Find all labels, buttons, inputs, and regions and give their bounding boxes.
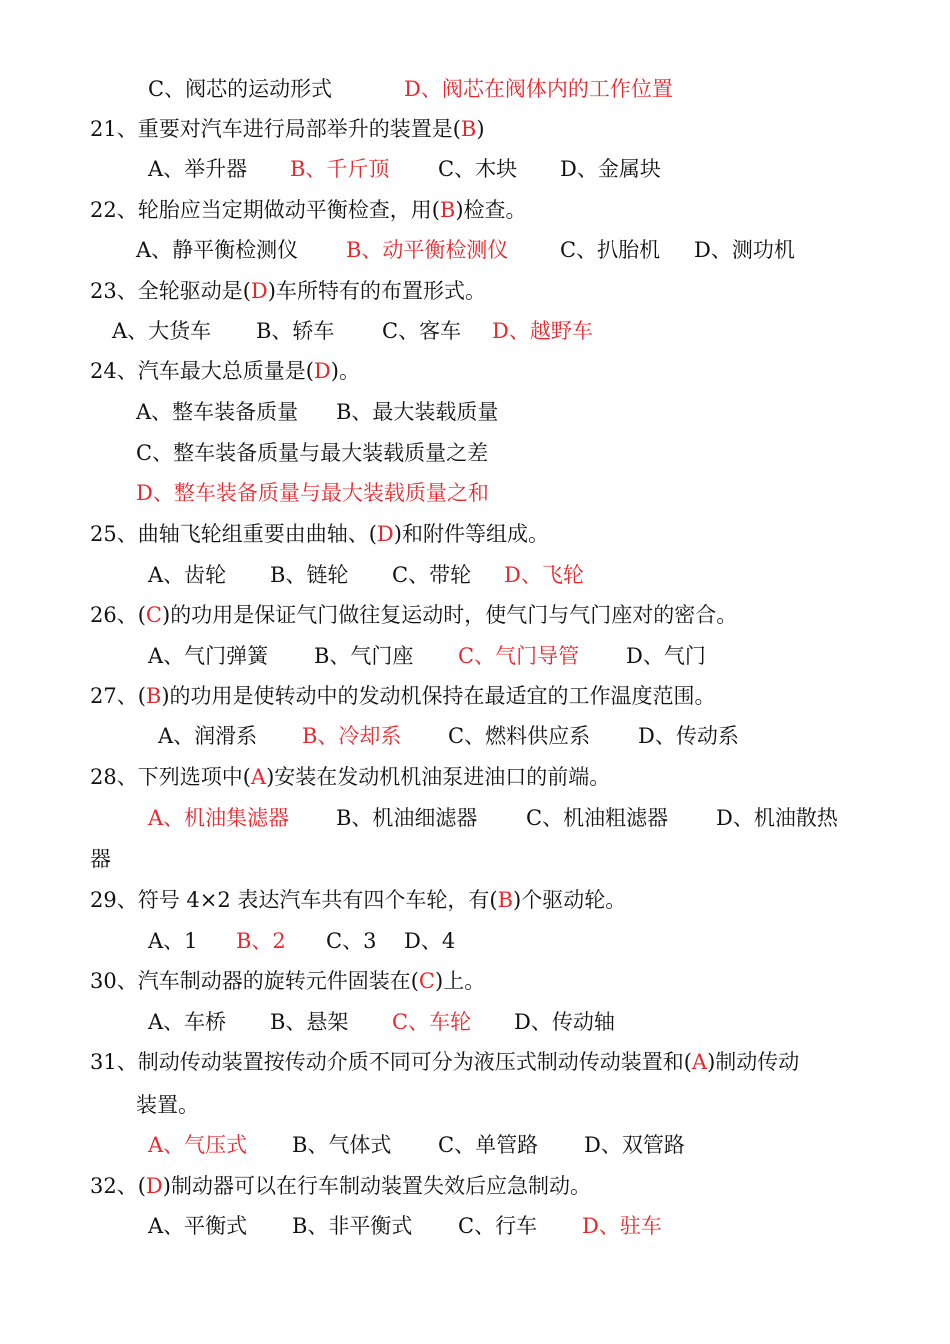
option: A、1	[148, 929, 198, 953]
question-line	[90, 521, 549, 547]
question-text: )上。	[435, 969, 486, 993]
question-text: 30、汽车制动器的旋转元件固装在(	[90, 969, 419, 993]
answer-option: B、动平衡检测仪	[346, 238, 509, 262]
question-line	[90, 197, 527, 223]
answer-option: D、飞轮	[504, 563, 584, 587]
option: C、客车	[382, 319, 462, 343]
answer-letter: D	[250, 279, 268, 303]
question-line	[90, 683, 716, 709]
question-text: 27、(	[90, 684, 146, 708]
option: D、传动系	[638, 724, 739, 748]
question-line	[90, 887, 626, 913]
answer-letter: C	[145, 603, 162, 627]
option: B、气门座	[314, 644, 414, 668]
option-line	[0, 76, 950, 102]
option: A、气门弹簧	[148, 644, 269, 668]
answer-letter: B	[145, 684, 162, 708]
option: C、机油粗滤器	[526, 806, 669, 830]
question-text: )制动器可以在行车制动装置失效后应急制动。	[162, 1174, 591, 1198]
option-line	[0, 1132, 950, 1158]
option: B、非平衡式	[292, 1214, 413, 1238]
option: C、扒胎机	[560, 238, 661, 262]
question-line	[90, 602, 737, 628]
question-text: )和附件等组成。	[393, 522, 549, 546]
answer-option: C、车轮	[392, 1010, 472, 1034]
option: A、润滑系	[158, 724, 258, 748]
question-line	[90, 968, 485, 994]
option: D、金属块	[560, 157, 661, 181]
question-text: )	[476, 117, 485, 141]
question-text: 24、汽车最大总质量是(	[90, 359, 314, 383]
option-line	[0, 562, 950, 588]
answer-option: D、越野车	[492, 319, 593, 343]
answer-letter: D、整车装备质量与最大装载质量之和	[136, 481, 489, 505]
question-text: 29、符号 4×2 表达汽车共有四个车轮，有(	[90, 888, 498, 912]
question-text: 32、(	[90, 1174, 146, 1198]
option: A、大货车	[112, 319, 212, 343]
answer-option: D、阀芯在阀体内的工作位置	[404, 77, 673, 101]
answer-letter: B	[460, 117, 477, 141]
question-line	[136, 440, 488, 466]
option: D、气门	[626, 644, 706, 668]
question-line	[136, 480, 489, 506]
question-text: )个驱动轮。	[513, 888, 627, 912]
question-text: 22、轮胎应当定期做动平衡检查，用(	[90, 198, 440, 222]
option-line	[0, 156, 950, 182]
answer-option: B、冷却系	[302, 724, 402, 748]
question-line	[90, 846, 111, 872]
question-text: C、整车装备质量与最大装载质量之差	[136, 441, 489, 465]
question-text: 28、下列选项中(	[90, 765, 251, 789]
question-text: 25、曲轴飞轮组重要由曲轴、(	[90, 522, 377, 546]
option: B、轿车	[256, 319, 335, 343]
question-line	[90, 358, 360, 384]
answer-letter: A	[250, 765, 267, 789]
question-text: )制动传动	[707, 1050, 800, 1074]
question-text: )。	[330, 359, 360, 383]
option: C、木块	[438, 157, 518, 181]
option: D、传动轴	[514, 1010, 615, 1034]
option-line	[0, 1213, 950, 1239]
question-text: 装置。	[136, 1093, 199, 1117]
option: C、行车	[458, 1214, 538, 1238]
answer-option: D、驻车	[582, 1214, 662, 1238]
answer-option: B、千斤顶	[290, 157, 390, 181]
answer-option: B、2	[236, 929, 286, 953]
option: C、燃料供应系	[448, 724, 591, 748]
option-line	[0, 723, 950, 749]
question-text: )的功用是保证气门做往复运动时，使气门与气门座对的密合。	[162, 603, 738, 627]
option: A、齿轮	[148, 563, 227, 587]
question-text: )安装在发动机机油泵进油口的前端。	[266, 765, 611, 789]
option: D、机油散热	[716, 806, 838, 830]
question-line	[90, 764, 610, 790]
question-text: )车所特有的布置形式。	[267, 279, 486, 303]
option: B、悬架	[270, 1010, 349, 1034]
answer-letter: B	[439, 198, 456, 222]
question-text: 21、重要对汽车进行局部举升的装置是(	[90, 117, 461, 141]
answer-letter: B	[497, 888, 514, 912]
option: A、举升器	[148, 157, 248, 181]
answer-letter: D	[376, 522, 394, 546]
question-text: 26、(	[90, 603, 146, 627]
answer-letter: D	[313, 359, 331, 383]
question-line	[90, 278, 486, 304]
question-text: )检查。	[455, 198, 527, 222]
option: D、测功机	[694, 238, 795, 262]
option: C、阀芯的运动形式	[148, 77, 333, 101]
answer-letter: C	[418, 969, 435, 993]
option: B、最大装载质量	[336, 400, 499, 424]
option: A、整车装备质量	[136, 400, 299, 424]
option-line	[0, 318, 950, 344]
option-line	[0, 643, 950, 669]
option-line	[0, 805, 950, 831]
question-line	[90, 1049, 799, 1075]
option: D、4	[404, 929, 456, 953]
option: C、单管路	[438, 1133, 539, 1157]
answer-option: A、气压式	[148, 1133, 248, 1157]
option: C、带轮	[392, 563, 472, 587]
option: A、平衡式	[148, 1214, 248, 1238]
option-line	[0, 399, 950, 425]
question-line	[90, 1173, 591, 1199]
option-line	[0, 928, 950, 954]
question-text: 器	[90, 847, 111, 871]
answer-option: A、机油集滤器	[148, 806, 290, 830]
question-line	[136, 1092, 199, 1118]
option-line	[0, 1009, 950, 1035]
question-text: 23、全轮驱动是(	[90, 279, 251, 303]
option: C、3	[326, 929, 377, 953]
option: D、双管路	[584, 1133, 685, 1157]
answer-letter: D	[145, 1174, 163, 1198]
question-text: 31、制动传动装置按传动介质不同可分为液压式制动传动装置和(	[90, 1050, 692, 1074]
answer-letter: A	[691, 1050, 708, 1074]
option-line	[0, 237, 950, 263]
question-text: )的功用是使转动中的发动机保持在最适宜的工作温度范围。	[161, 684, 716, 708]
answer-option: C、气门导管	[458, 644, 580, 668]
option: B、链轮	[270, 563, 349, 587]
option: A、静平衡检测仪	[136, 238, 299, 262]
option: B、气体式	[292, 1133, 392, 1157]
question-line	[90, 116, 485, 142]
option: B、机油细滤器	[336, 806, 478, 830]
option: A、车桥	[148, 1010, 227, 1034]
